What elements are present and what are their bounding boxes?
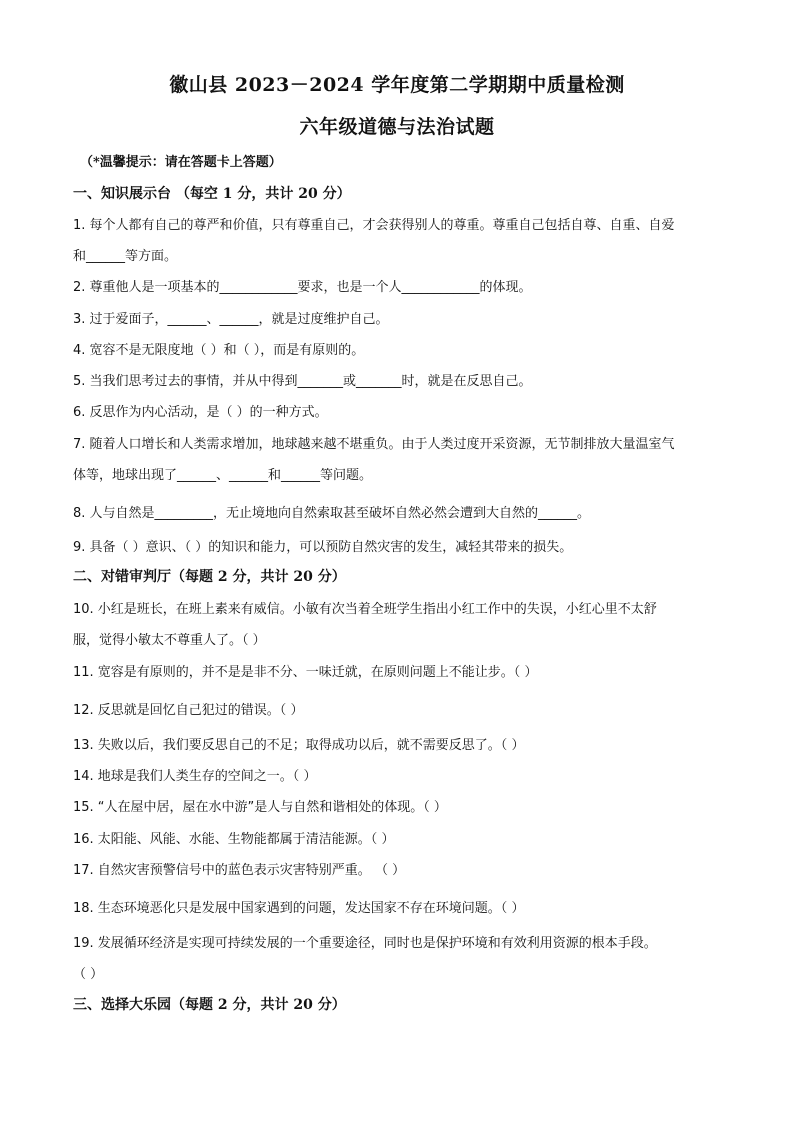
question-5: 5. 当我们思考过去的事情，并从中得到_______或_______时，就是在反思自己。 [73, 374, 532, 389]
question-9: 9. 具备（ ）意识、（ ）的知识和能力，可以预防自然灾害的发生，减轻其带来的损失。 [73, 540, 573, 555]
question-19-line-1: 19. 发展循环经济是实现可持续发展的一个重要途径，同时也是保护环境和有效利用资源的根本手段。 [73, 936, 657, 951]
section-1-heading: 一、知识展示台 （每空 1 分，共计 20 分） [73, 186, 351, 202]
exam-title: 徽山县 2023－2024 学年度第二学期期中质量检测 [169, 74, 625, 96]
question-10-line-1: 10. 小红是班长，在班上素来有威信。小敏有次当着全班学生指出小红工作中的失误，小红心里不太舒 [73, 602, 657, 617]
question-14: 14. 地球是我们人类生存的空间之一。（ ） [73, 769, 317, 784]
question-15: 15. “人在屋中居，屋在水中游”是人与自然和谐相处的体现。（ ） [73, 800, 447, 815]
section-2-heading: 二、对错审判厅（每题 2 分，共计 20 分） [73, 569, 346, 585]
question-12: 12. 反思就是回忆自己犯过的错误。（ ） [73, 703, 304, 718]
question-3: 3. 过于爱面子，______、______，就是过度维护自己。 [73, 312, 389, 327]
question-1-line-2: 和______等方面。 [73, 249, 178, 264]
question-13: 13. 失败以后，我们要反思自己的不足；取得成功以后，就不需要反思了。（ ） [73, 738, 525, 753]
question-7-line-1: 7. 随着人口增长和人类需求增加，地球越来越不堪重负。由于人类过度开采资源，无节制排放大量温室气 [73, 437, 675, 452]
exam-subtitle: 六年级道德与法治试题 [299, 116, 495, 138]
question-10-line-2: 服，觉得小敏太不尊重人了。（ ） [73, 633, 266, 648]
question-16: 16. 太阳能、风能、水能、生物能都属于清洁能源。（ ） [73, 832, 395, 847]
question-17: 17. 自然灾害预警信号中的蓝色表示灾害特别严重。 （ ） [73, 863, 406, 878]
question-1-line-1: 1. 每个人都有自己的尊严和价值，只有尊重自己，才会获得别人的尊重。尊重自己包括自尊、自重、自爱 [73, 218, 675, 233]
section-3-heading: 三、选择大乐园（每题 2 分，共计 20 分） [73, 997, 346, 1013]
exam-hint: （*温馨提示：请在答题卡上答题） [80, 155, 282, 170]
question-7-line-2: 体等，地球出现了______、______和______等问题。 [73, 468, 373, 483]
question-19-line-2: （ ） [73, 967, 104, 982]
question-4: 4. 宽容不是无限度地（ ）和（ ），而是有原则的。 [73, 343, 365, 358]
question-11: 11. 宽容是有原则的，并不是是非不分、一味迁就，在原则问题上不能让步。（ ） [73, 665, 538, 680]
question-18: 18. 生态环境恶化只是发展中国家遇到的问题，发达国家不存在环境问题。（ ） [73, 901, 525, 916]
question-2: 2. 尊重他人是一项基本的____________要求，也是一个人____________的体现。 [73, 280, 532, 295]
question-6: 6. 反思作为内心活动，是（ ）的一种方式。 [73, 405, 328, 420]
question-8: 8. 人与自然是_________，无止境地向自然索取甚至破坏自然必然会遭到大自然的______。 [73, 506, 591, 521]
